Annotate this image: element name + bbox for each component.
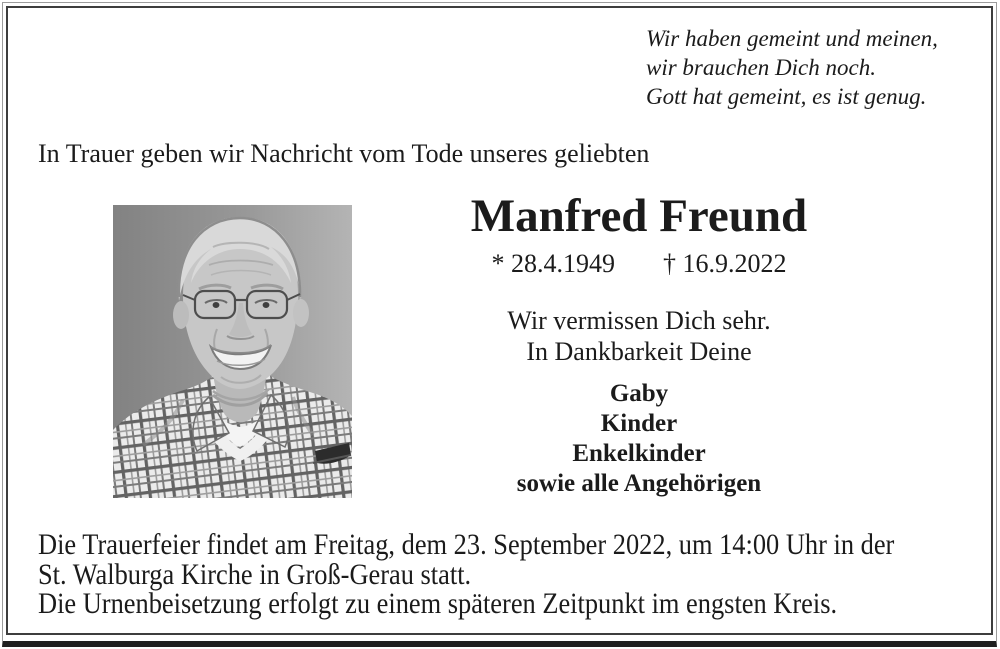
- epigraph-quote: [646, 24, 938, 111]
- farewell-line: Wir vermissen Dich sehr.: [507, 306, 771, 335]
- funeral-details: [38, 530, 894, 619]
- life-dates: [380, 249, 898, 279]
- portrait-photo: [113, 205, 352, 498]
- mourner-line: Gaby: [609, 380, 669, 407]
- farewell-line: In Dankbarkeit Deine: [526, 337, 752, 366]
- mourner-line: Enkelkinder: [572, 440, 706, 467]
- funeral-details-line: St. Walburga Kirche in Groß-Gerau statt.: [38, 557, 472, 591]
- quote-line: Gott hat gemeint, es ist genug.: [646, 84, 927, 109]
- farewell-text: [380, 305, 898, 367]
- quote-line: Wir haben gemeint und meinen,: [646, 26, 938, 51]
- funeral-details-line: Die Urnenbeisetzung erfolgt zu einem späteren Zeitpunkt im engsten Kreis.: [38, 587, 838, 620]
- birth-date: * 28.4.1949: [491, 249, 615, 278]
- quote-line: wir brauchen Dich noch.: [646, 55, 876, 80]
- mourner-line: sowie alle Angehörigen: [516, 470, 762, 497]
- deceased-name: Manfred Freund: [470, 190, 808, 242]
- announcement-line: In Trauer geben wir Nachricht vom Tode unseres geliebten: [38, 139, 650, 168]
- portrait-photo-graphic: [113, 205, 352, 498]
- death-date: † 16.9.2022: [663, 249, 787, 278]
- funeral-details-line: Die Trauerfeier findet am Freitag, dem 23. September 2022, um 14:00 Uhr in der: [38, 528, 895, 561]
- mourner-line: Kinder: [600, 410, 678, 437]
- mourners-list: [380, 379, 898, 499]
